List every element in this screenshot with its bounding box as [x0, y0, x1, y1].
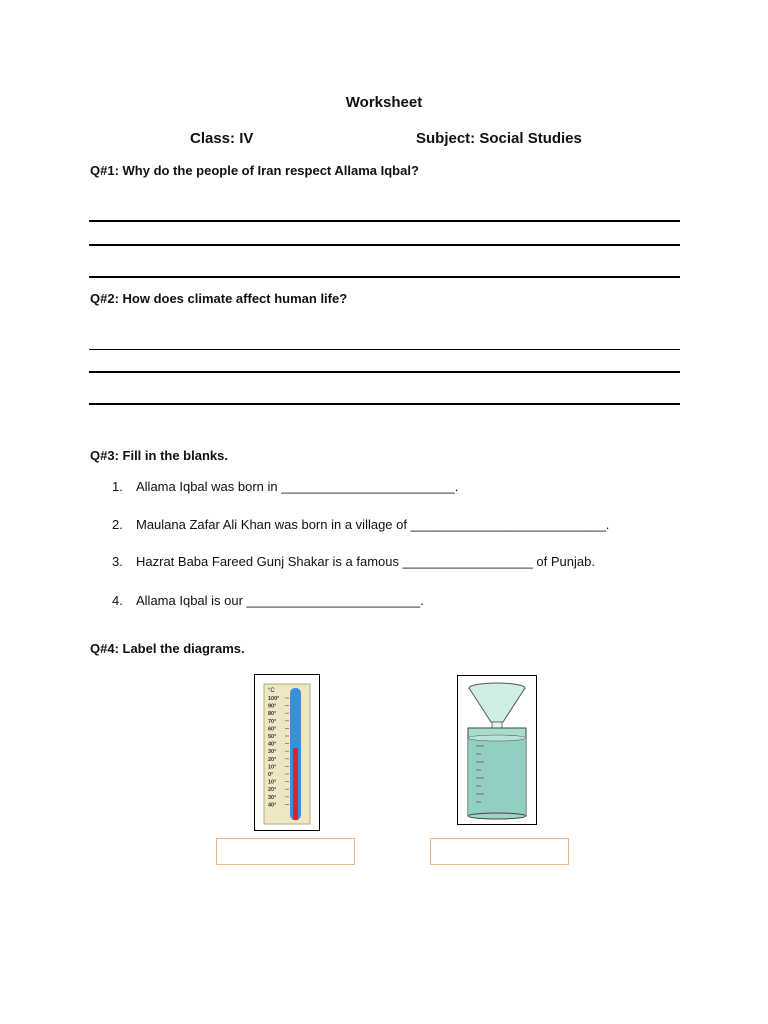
thermometer-scale-label: 50°: [268, 734, 277, 740]
question-3: Q#3: Fill in the blanks.: [90, 448, 228, 463]
question-1: Q#1: Why do the people of Iran respect Allama Iqbal?: [90, 163, 419, 178]
item-text: Allama Iqbal was born in ________________________.: [136, 479, 459, 494]
fill-blank-item-1: [112, 479, 458, 494]
thermometer-scale-label: 30°: [268, 749, 277, 756]
fill-blank-item-4: [112, 593, 424, 608]
thermometer-scale-label: 60°: [268, 726, 277, 733]
question-2: Q#2: How does climate affect human life?: [90, 291, 348, 306]
thermometer-scale-label: 100°: [268, 696, 280, 702]
answer-line-q2-2: [89, 371, 680, 373]
answer-line-q2-1: [89, 349, 680, 350]
rain-gauge-image: [458, 676, 536, 824]
question-4: Q#4: Label the diagrams.: [90, 641, 245, 656]
item-number: 4.: [112, 593, 123, 608]
thermometer-diagram: [254, 674, 320, 831]
answer-line-q2-3: [89, 403, 680, 405]
thermometer-scale-label: 70°: [268, 718, 277, 725]
answer-box-thermometer[interactable]: [216, 838, 355, 865]
fill-blank-item-3: [112, 554, 595, 569]
thermometer-scale-label: 0°: [268, 772, 274, 778]
thermometer-scale-label: 10°: [268, 779, 277, 786]
thermometer-scale-label: 20°: [268, 787, 277, 794]
answer-line-q1-2: [89, 244, 680, 246]
item-number: 3.: [112, 554, 123, 569]
thermometer-scale-label: 10°: [268, 764, 277, 771]
answer-box-rain-gauge[interactable]: [430, 838, 569, 865]
rain-gauge-diagram: [457, 675, 537, 825]
thermometer-image: [255, 675, 319, 830]
class-label: Class: IV: [190, 130, 254, 147]
answer-line-q1-3: [89, 276, 680, 278]
worksheet-title: Worksheet: [345, 94, 423, 111]
thermometer-scale-label: 90°: [268, 703, 277, 710]
thermometer-liquid: [293, 748, 298, 820]
thermometer-unit-label: °C: [268, 688, 275, 694]
fill-blank-item-2: [112, 517, 609, 532]
answer-line-q1-1: [89, 220, 680, 222]
collected-water: [468, 738, 526, 816]
thermometer-scale-label: 30°: [268, 794, 277, 801]
item-text: Maulana Zafar Ali Khan was born in a village of ___________________________.: [136, 517, 610, 532]
thermometer-scale-label: 20°: [268, 756, 277, 763]
item-text: Allama Iqbal is our ________________________.: [136, 593, 424, 608]
subject-label: Subject: Social Studies: [416, 130, 582, 147]
thermometer-scale-label: 80°: [268, 711, 277, 718]
item-number: 2.: [112, 517, 123, 532]
thermometer-scale-label: 40°: [268, 741, 277, 748]
item-text: Hazrat Baba Fareed Gunj Shakar is a famous __________________ of Punjab.: [136, 554, 595, 569]
item-number: 1.: [112, 479, 123, 494]
thermometer-scale-label: 40°: [268, 802, 277, 809]
